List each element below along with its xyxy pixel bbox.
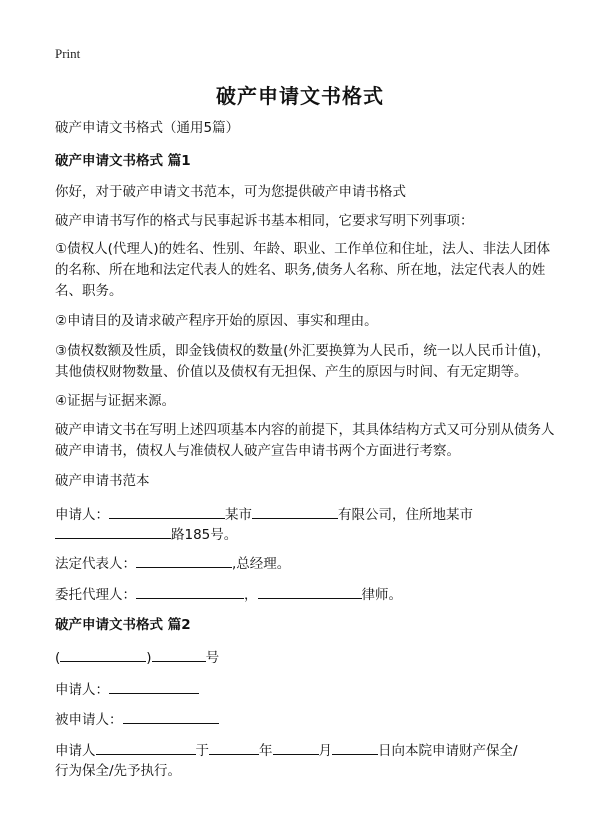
subtitle: 破产申请文书格式（通用5篇）: [55, 120, 240, 136]
item-1: ①债权人(代理人)的姓名、性别、年龄、职业、工作单位和住址，法人、非法人团体的名称、所在地和法定代表人的姓名、职务,债务人名称、所在地，法定代表人的姓名、职务。: [55, 241, 551, 299]
road-text: 路185号。: [171, 527, 238, 543]
structure-paragraph: 破产申请文书在写明上述四项基本内容的前提下，其具体结构方式又可分别从债务人破产申请书，债权人与准债权人破产宣告申请书两个方面进行考察。: [55, 422, 555, 459]
case-number-line: [55, 647, 555, 669]
application-date-line: [55, 740, 555, 762]
greeting-paragraph: 你好，对于破产申请文书范本，可为您提供破产申请书格式: [55, 184, 406, 200]
address-line: [55, 524, 555, 546]
respondent-blank[interactable]: [123, 709, 219, 724]
agent-line: [55, 584, 555, 606]
agent-label: 委托代理人：: [55, 587, 136, 603]
open-paren: (: [55, 650, 61, 666]
city-text: 某市: [225, 507, 252, 523]
respondent-line: [55, 709, 555, 731]
applicant-label: 申请人：: [55, 507, 109, 523]
item-3: ③债权数额及性质，即金钱债权的数量(外汇要换算为人民币，统一以人民币计值)，其他债权财物数量、价值以及债权有无担保、产生的原因与时间、有无定期等。: [55, 343, 551, 380]
item-4: ④证据与证据来源。: [55, 393, 176, 409]
case-number-blank[interactable]: [152, 647, 206, 662]
case-year-blank[interactable]: [60, 647, 146, 662]
section1-heading: 破产申请文书格式 篇1: [55, 153, 191, 169]
page-title: 破产申请文书格式: [216, 84, 384, 108]
intro-paragraph: 破产申请书写作的格式与民事起诉书基本相同，它要求写明下列事项：: [55, 213, 474, 229]
law-firm-blank[interactable]: [258, 584, 362, 599]
close-paren: ): [146, 650, 152, 666]
apply-name-blank[interactable]: [96, 740, 196, 755]
lawyer-text: 律师。: [361, 587, 402, 603]
at-text: 于: [195, 743, 209, 759]
print-link[interactable]: Print: [55, 46, 81, 61]
sample-title: 破产申请书范本: [55, 473, 150, 489]
applicant-name-blank[interactable]: [109, 504, 225, 519]
company-name-blank[interactable]: [252, 504, 338, 519]
gm-text: ,总经理。: [232, 556, 291, 572]
section2-heading: 破产申请文书格式 篇2: [55, 617, 191, 633]
month-text: 月: [318, 743, 332, 759]
comma: ，: [244, 587, 258, 603]
respondent-label: 被申请人：: [55, 712, 123, 728]
day-text: 日向本院申请财产保全/: [378, 743, 518, 759]
legal-rep-line: [55, 553, 555, 575]
item-2: ②申请目的及请求破产程序开始的原因、事实和理由。: [55, 313, 378, 329]
applicant2-line: [55, 679, 555, 701]
road-blank[interactable]: [55, 524, 171, 539]
day-blank[interactable]: [332, 740, 378, 755]
year-text: 年: [259, 743, 273, 759]
company-text: 有限公司，住所地某市: [338, 507, 473, 523]
number-suffix: 号: [205, 650, 220, 666]
applicant2-label: 申请人：: [55, 682, 109, 698]
applicant-line: [55, 504, 555, 526]
month-blank[interactable]: [273, 740, 319, 755]
agent-name-blank[interactable]: [136, 584, 244, 599]
year-blank[interactable]: [209, 740, 259, 755]
legal-rep-blank[interactable]: [136, 553, 232, 568]
application-date-line2: 行为保全/先予执行。: [55, 763, 182, 779]
apply-label: 申请人: [55, 743, 96, 759]
applicant2-blank[interactable]: [109, 679, 199, 694]
legal-rep-label: 法定代表人：: [55, 556, 136, 572]
